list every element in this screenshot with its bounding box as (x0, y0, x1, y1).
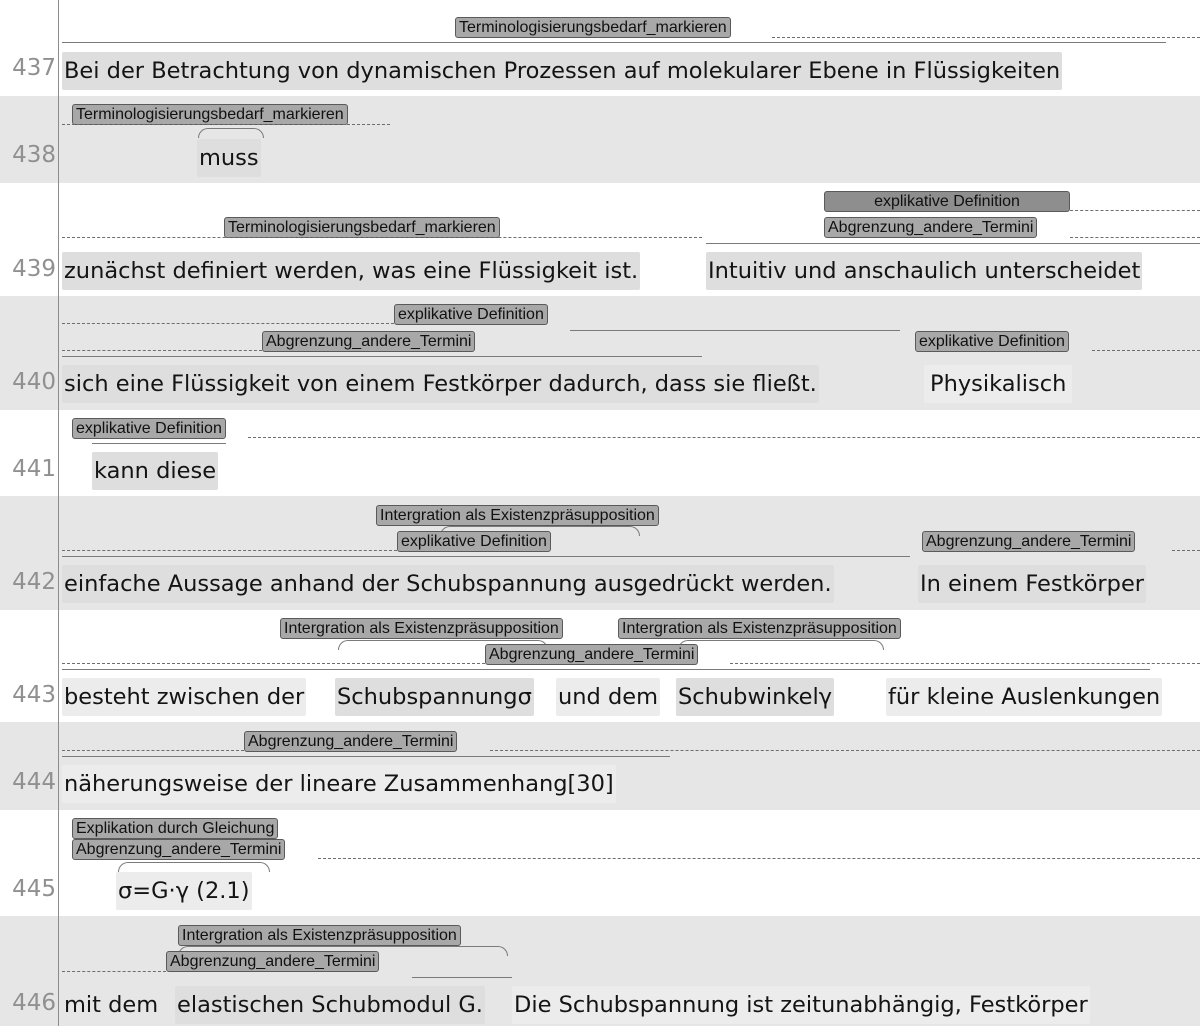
annotation-connector (248, 437, 1200, 438)
text-segment[interactable]: Schubspannungσ (335, 678, 534, 716)
line-number: 443 (12, 682, 56, 708)
line-number: 440 (12, 369, 56, 395)
text-segment[interactable]: Schubwinkelγ (676, 678, 834, 716)
annotation-tag[interactable]: Intergration als Existenzpräsupposition (178, 925, 461, 946)
annotation-tag[interactable]: Terminologisierungsbedarf_markieren (224, 217, 500, 238)
annotation-tag[interactable]: Intergration als Existenzpräsupposition (376, 505, 659, 526)
text-segment[interactable]: muss (197, 139, 261, 177)
annotation-connector (772, 37, 1200, 38)
annotation-connector (1172, 550, 1200, 551)
text-segment[interactable]: kann diese (92, 452, 218, 490)
text-segment[interactable]: Intuitiv und anschaulich unterscheidet (706, 252, 1142, 290)
annotation-connector (62, 124, 390, 125)
annotation-connector (62, 971, 166, 972)
line-number: 445 (12, 876, 56, 902)
gutter-divider (58, 0, 59, 1026)
line-number: 441 (12, 456, 56, 482)
text-segment[interactable]: Bei der Betrachtung von dynamischen Prozessen auf molekularer Ebene in Flüssigkeiten (62, 52, 1062, 90)
line-number: 438 (12, 142, 56, 168)
annotation-tag[interactable]: explikative Definition (72, 418, 226, 439)
annotation-tag[interactable]: Abgrenzung_andere_Termini (72, 839, 285, 860)
annotation-connector (730, 663, 1200, 664)
annotation-tag[interactable]: Terminologisierungsbedarf_markieren (455, 17, 731, 38)
annotation-connector (62, 323, 394, 324)
text-segment[interactable]: σ=G·γ (2.1) (116, 872, 252, 910)
annotation-tag[interactable]: Abgrenzung_andere_Termini (166, 951, 379, 972)
annotation-connector (490, 750, 1200, 751)
line-number: 442 (12, 569, 56, 595)
annotation-connector (62, 350, 262, 351)
text-segment[interactable]: zunächst definiert werden, was eine Flüssigkeit ist. (62, 252, 640, 290)
annotation-tag[interactable]: explikative Definition (397, 531, 551, 552)
annotation-span-line (412, 977, 512, 978)
annotation-connector (1070, 210, 1200, 211)
text-segment[interactable]: einfache Aussage anhand der Schubspannung ausgedrückt werden. (62, 565, 834, 603)
annotation-tag[interactable]: explikative Definition (394, 304, 548, 325)
line-number: 439 (12, 256, 56, 282)
annotation-tag[interactable]: Intergration als Existenzpräsupposition (618, 618, 901, 639)
annotation-arc (198, 128, 264, 138)
annotation-connector (318, 858, 1200, 859)
text-segment[interactable]: mit dem (64, 992, 159, 1018)
annotation-tag[interactable]: Abgrenzung_andere_Termini (922, 531, 1135, 552)
annotation-tag[interactable]: Intergration als Existenzpräsupposition (280, 618, 563, 639)
annotation-tag[interactable]: explikative Definition (824, 191, 1070, 212)
annotation-connector (62, 750, 244, 751)
text-segment[interactable]: und dem (556, 678, 660, 716)
annotation-span-line (62, 669, 1150, 670)
text-segment[interactable]: für kleine Auslenkungen (886, 678, 1162, 716)
text-segment[interactable]: sich eine Flüssigkeit von einem Festkörper dadurch, dass sie fließt. (62, 365, 819, 403)
annotation-tag[interactable]: Abgrenzung_andere_Termini (262, 331, 475, 352)
annotation-arc (118, 862, 270, 872)
annotation-connector (62, 237, 702, 238)
annotation-connector (62, 663, 485, 664)
annotation-connector (62, 550, 397, 551)
annotation-span-line (92, 443, 226, 444)
line-number: 446 (12, 990, 56, 1016)
annotation-tag[interactable]: Explikation durch Gleichung (72, 818, 278, 839)
annotation-span-line (62, 42, 1166, 43)
annotation-tag[interactable]: Abgrenzung_andere_Termini (485, 644, 698, 665)
annotation-tag[interactable]: Abgrenzung_andere_Termini (824, 217, 1037, 238)
text-segment[interactable]: besteht zwischen der (62, 678, 306, 716)
annotation-span-line (62, 556, 910, 557)
annotation-tag[interactable]: Abgrenzung_andere_Termini (244, 731, 457, 752)
annotation-tag[interactable]: Terminologisierungsbedarf_markieren (72, 104, 348, 125)
line-number: 444 (12, 769, 56, 795)
annotation-connector (1070, 237, 1200, 238)
annotation-span-line (62, 356, 702, 357)
text-segment[interactable]: elastischen Schubmodul G. (175, 986, 485, 1024)
annotation-arc (678, 640, 884, 650)
annotation-span-line (570, 330, 900, 331)
text-segment[interactable]: Die Schubspannung ist zeitunabhängig, Festkörper (512, 986, 1090, 1024)
annotation-tag[interactable]: explikative Definition (915, 331, 1069, 352)
annotation-connector (1092, 350, 1200, 351)
text-segment[interactable]: näherungsweise der lineare Zusammenhang[30] (62, 765, 616, 803)
annotation-span-line (706, 243, 1200, 244)
text-segment[interactable]: In einem Festkörper (918, 565, 1146, 603)
annotation-span-line (62, 756, 670, 757)
line-number: 437 (12, 55, 56, 81)
text-segment[interactable]: Physikalisch (924, 365, 1072, 403)
